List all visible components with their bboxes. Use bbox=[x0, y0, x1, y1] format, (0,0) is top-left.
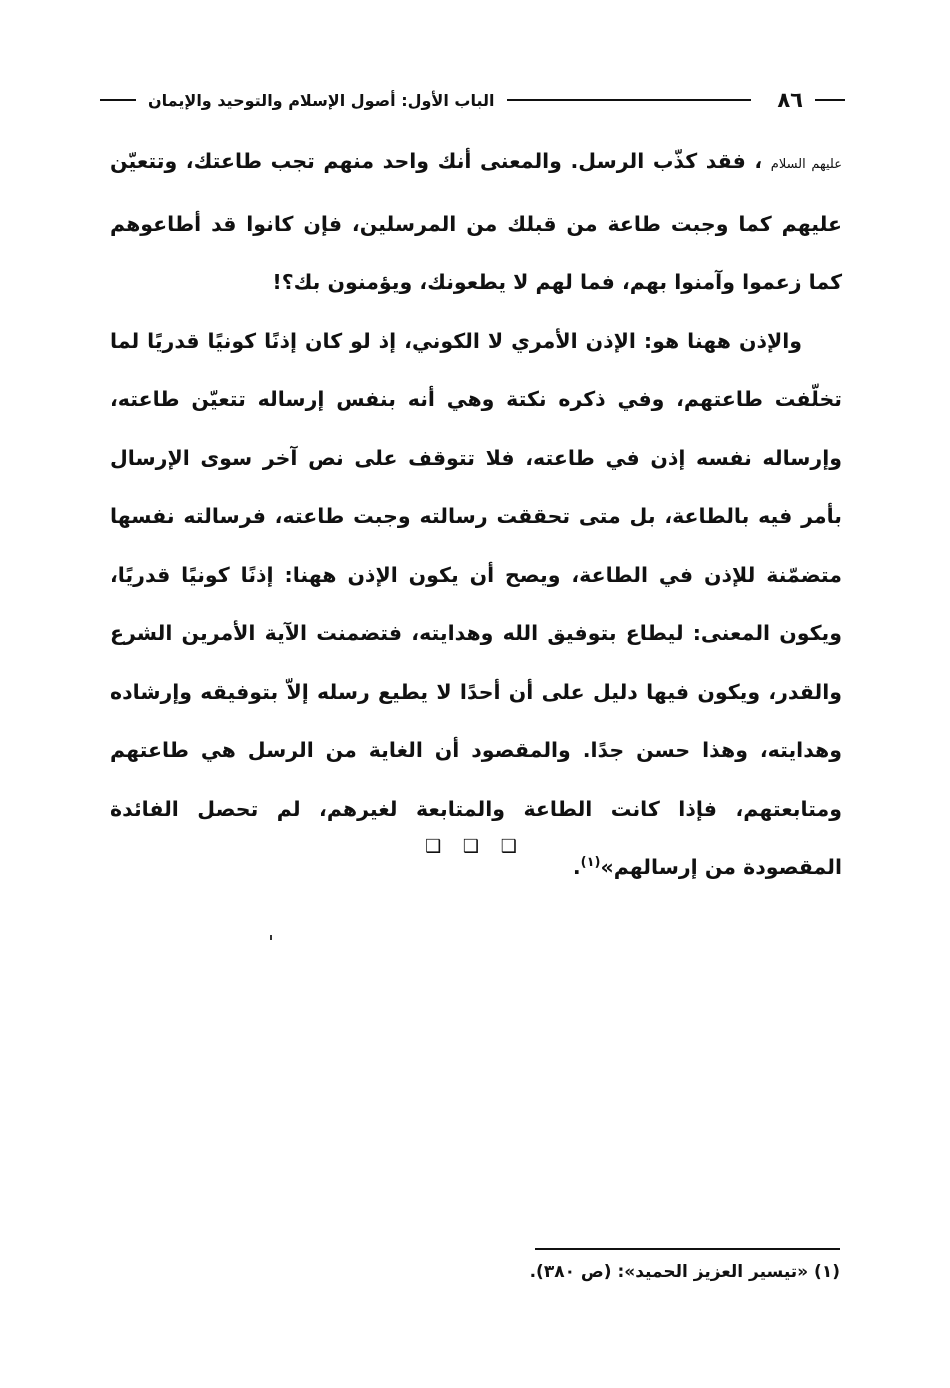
running-title: الباب الأول: أصول الإسلام والتوحيد والإيمان bbox=[148, 90, 495, 110]
section-separator: ❑ ❑ ❑ bbox=[425, 836, 525, 857]
footnote: (١) «تيسير العزيز الحميد»: (ص ٣٨٠). bbox=[529, 1262, 840, 1282]
paragraph-1-text: ، فقد كذّب الرسل. والمعنى أنك واحد منهم تجب طاعتك، وتتعيّن عليهم كما وجبت طاعة من قبلك من المرسلين، فإن كانوا قد أطاعوهم كما زعموا وآمنوا بهم، فما لهم لا يطعونك، ويؤمنون بك؟! bbox=[110, 149, 842, 294]
paragraph-2 bbox=[110, 312, 842, 897]
header-rule-left bbox=[100, 99, 136, 101]
paragraph-2-text: والإذن ههنا هو: الإذن الأمري لا الكوني، إذ لو كان إذنًا كونيًا قدريًا لما تخلّفت طاعتهم، وفي ذكره نكتة وهي أنه بنفس إرساله تتعيّن طاعته، وإرساله نفسه إذن في طاعته، فلا تتوقف على نص آخر سوى الإرسال بأمر فيه بالطاعة، بل متى تحققت رسالته وجبت طاعته، فرسالته نفسها متضمّنة للإذن في الطاعة، ويصح أن يكون الإذن ههنا: إذنًا كونيًا قدريًا، ويكون المعنى: ليطاع بتوفيق الله وهدايته، فتضمنت الآية الأمرين الشرع والقدر، ويكون فيها دليل على أن أحدًا لا يطيع رسله إلاّ بتوفيقه وإرشاده وهدايته، وهذا حسن جدًا. والمقصود أن الغاية من الرسل هي طاعتهم ومتابعتهم، فإذا كانت الطاعة والمتابعة لغيرهم، لم تحصل الفائدة المقصودة من إرسالهم» bbox=[110, 328, 842, 879]
running-header bbox=[100, 80, 845, 120]
footnote-reference[interactable]: (١) bbox=[580, 855, 601, 871]
page-number: ٨٦ bbox=[777, 88, 803, 112]
honorific-glyph: عليهم السلام bbox=[770, 157, 842, 172]
paragraph-1 bbox=[110, 132, 842, 312]
footnote-rule bbox=[535, 1248, 840, 1250]
print-speck bbox=[270, 935, 272, 940]
header-rule-right bbox=[815, 99, 845, 101]
header-rule-middle bbox=[507, 99, 752, 101]
body-text bbox=[110, 132, 842, 897]
paragraph-2-end: . bbox=[572, 855, 581, 879]
